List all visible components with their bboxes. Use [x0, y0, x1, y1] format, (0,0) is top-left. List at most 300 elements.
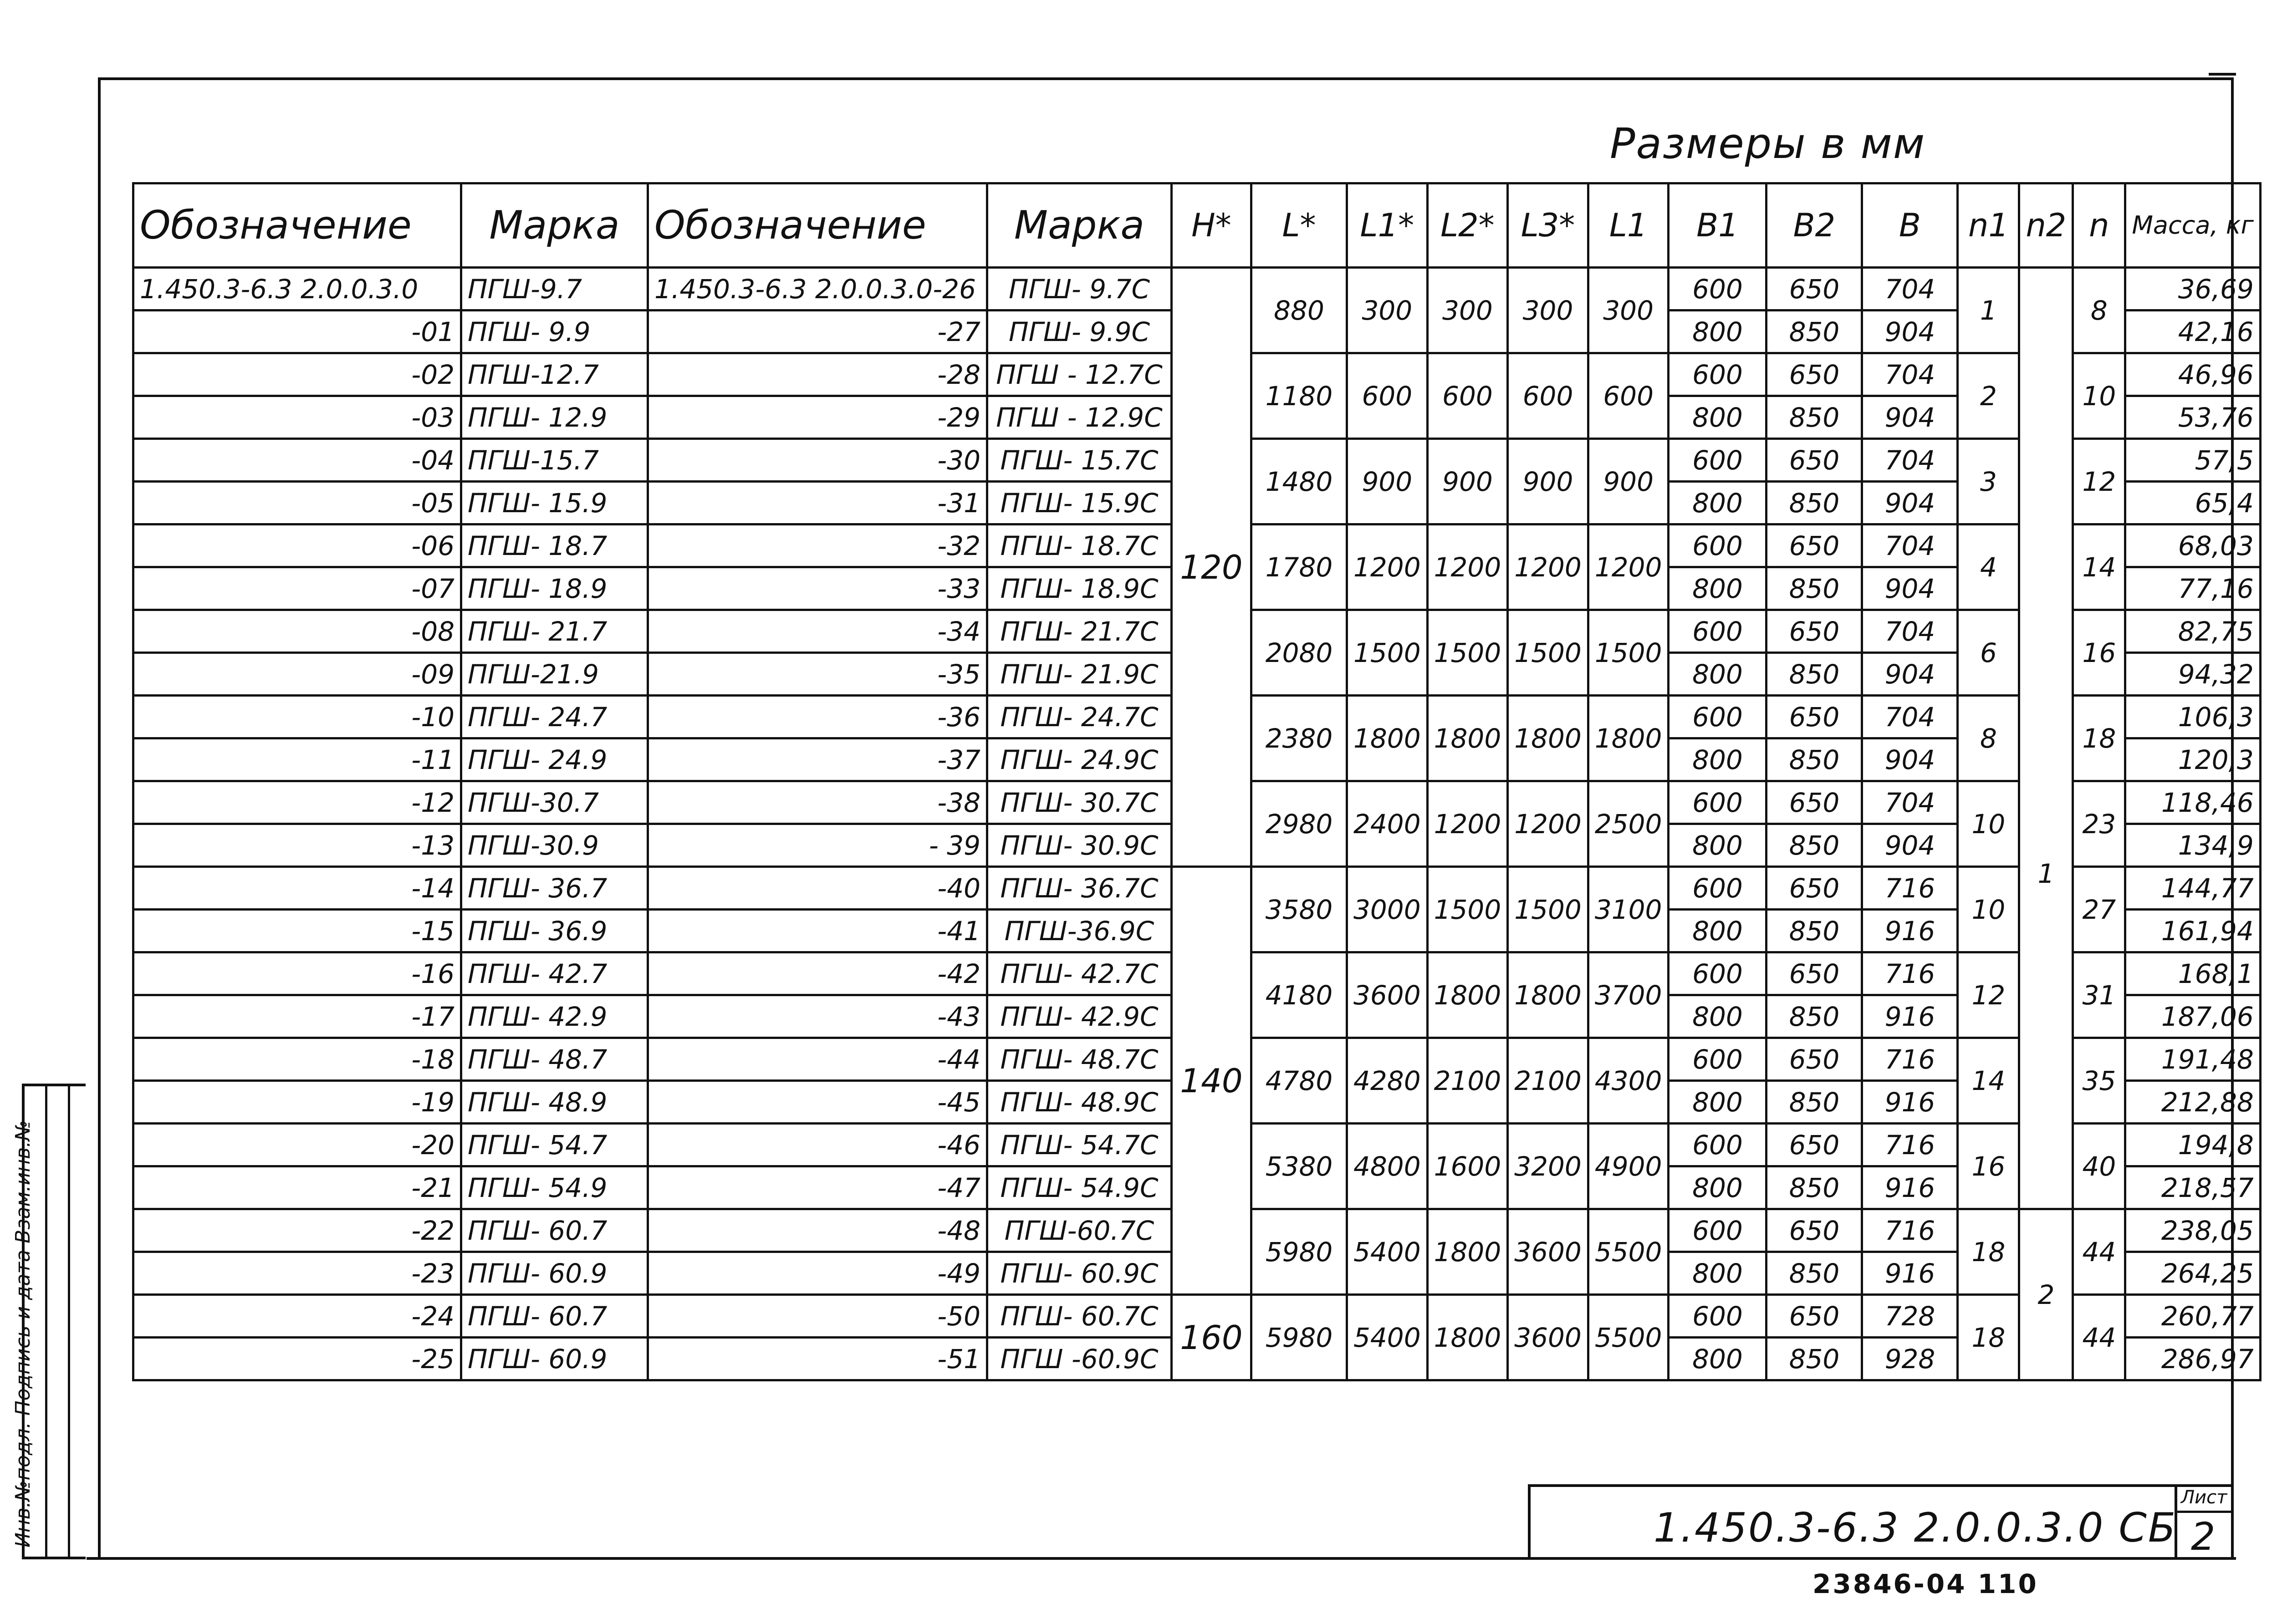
- length-cell-l1: 2500: [1588, 781, 1669, 867]
- length-cell-l3s: 1500: [1508, 610, 1588, 696]
- mass-cell: 94,32: [2125, 653, 2260, 696]
- header-n: n: [2073, 183, 2125, 268]
- mass-cell: 57,5: [2125, 439, 2260, 482]
- designation-cell: -35: [648, 653, 987, 696]
- header-n2: n2: [2019, 183, 2073, 268]
- n1-cell: 10: [1958, 867, 2019, 952]
- b-cell: 904: [1862, 653, 1958, 696]
- length-cell-l3s: 3200: [1508, 1124, 1588, 1209]
- n-cell: 16: [2073, 610, 2125, 696]
- b1-cell: 800: [1669, 653, 1766, 696]
- designation-cell: -38: [648, 781, 987, 824]
- mark-cell: ПГШ- 9.9: [461, 311, 648, 353]
- b2-cell: 650: [1766, 696, 1862, 738]
- n1-cell: 14: [1958, 1038, 2019, 1124]
- designation-cell: -31: [648, 482, 987, 524]
- table-header-row: [133, 183, 2261, 268]
- b1-cell: 600: [1669, 781, 1766, 824]
- length-cell-l1: 600: [1588, 353, 1669, 439]
- n1-cell: 1: [1958, 268, 2019, 353]
- b1-cell: 600: [1669, 1209, 1766, 1252]
- b2-cell: 650: [1766, 867, 1862, 910]
- mark-cell: ПГШ- 48.9С: [987, 1081, 1172, 1124]
- mark-cell: ПГШ- 54.9С: [987, 1166, 1172, 1209]
- b2-cell: 850: [1766, 1338, 1862, 1380]
- b-cell: 904: [1862, 482, 1958, 524]
- mark-cell: ПГШ- 12.9: [461, 396, 648, 439]
- n1-cell: 10: [1958, 781, 2019, 867]
- length-cell-l3s: 2100: [1508, 1038, 1588, 1124]
- length-cell-l: 1480: [1251, 439, 1347, 524]
- length-cell-l1s: 5400: [1347, 1209, 1428, 1295]
- mark-cell: ПГШ- 24.7С: [987, 696, 1172, 738]
- designation-cell: -34: [648, 610, 987, 653]
- designation-cell: -48: [648, 1209, 987, 1252]
- approval-side-strip: [11, 1084, 86, 1559]
- mark-cell: ПГШ-15.7: [461, 439, 648, 482]
- b2-cell: 850: [1766, 1166, 1862, 1209]
- length-cell-l3s: 1200: [1508, 524, 1588, 610]
- length-cell-l: 5980: [1251, 1295, 1347, 1380]
- b1-cell: 800: [1669, 995, 1766, 1038]
- length-cell-l2s: 1200: [1427, 781, 1508, 867]
- n2-cell: 2: [2019, 1209, 2073, 1380]
- n1-cell: 18: [1958, 1209, 2019, 1295]
- designation-cell: -47: [648, 1166, 987, 1209]
- mark-cell: ПГШ- 36.7: [461, 867, 648, 910]
- mass-cell: 168,1: [2125, 952, 2260, 995]
- b-cell: 704: [1862, 610, 1958, 653]
- length-cell-l: 3580: [1251, 867, 1347, 952]
- length-cell-l3s: 900: [1508, 439, 1588, 524]
- n-cell: 44: [2073, 1209, 2125, 1295]
- mark-cell: ПГШ- 60.9С: [987, 1252, 1172, 1295]
- mark-cell: ПГШ- 18.9С: [987, 567, 1172, 610]
- n-cell: 14: [2073, 524, 2125, 610]
- mark-cell: ПГШ- 15.7С: [987, 439, 1172, 482]
- length-cell-l1s: 3600: [1347, 952, 1428, 1038]
- mark-cell: ПГШ- 42.9С: [987, 995, 1172, 1038]
- length-cell-l2s: 2100: [1427, 1038, 1508, 1124]
- b2-cell: 650: [1766, 353, 1862, 396]
- length-cell-l3s: 1800: [1508, 952, 1588, 1038]
- b1-cell: 800: [1669, 396, 1766, 439]
- b-cell: 704: [1862, 268, 1958, 311]
- mark-cell: ПГШ- 42.7С: [987, 952, 1172, 995]
- n-cell: 8: [2073, 268, 2125, 353]
- length-cell-l: 1180: [1251, 353, 1347, 439]
- mass-cell: 238,05: [2125, 1209, 2260, 1252]
- b-cell: 916: [1862, 1252, 1958, 1295]
- mark-cell: ПГШ- 36.7С: [987, 867, 1172, 910]
- mark-cell: ПГШ- 54.7: [461, 1124, 648, 1166]
- length-cell-l2s: 1800: [1427, 1295, 1508, 1380]
- header-h: H*: [1172, 183, 1251, 268]
- mark-cell: ПГШ- 36.9: [461, 910, 648, 952]
- mark-cell: ПГШ- 60.9: [461, 1252, 648, 1295]
- designation-cell: -03: [133, 396, 461, 439]
- mark-cell: ПГШ- 18.7: [461, 524, 648, 567]
- mass-cell: 106,3: [2125, 696, 2260, 738]
- mass-cell: 260,77: [2125, 1295, 2260, 1338]
- length-cell-l1s: 900: [1347, 439, 1428, 524]
- designation-cell: -43: [648, 995, 987, 1038]
- designation-cell: -37: [648, 738, 987, 781]
- length-cell-l1s: 4280: [1347, 1038, 1428, 1124]
- document-code: 1.450.3-6.3 2.0.0.3.0 СБ: [1654, 1504, 2177, 1551]
- mark-cell: ПГШ-30.7: [461, 781, 648, 824]
- table-row: [133, 268, 2261, 311]
- b1-cell: 800: [1669, 1166, 1766, 1209]
- length-cell-l3s: 3600: [1508, 1295, 1588, 1380]
- b2-cell: 650: [1766, 1124, 1862, 1166]
- mass-cell: 212,88: [2125, 1081, 2260, 1124]
- b1-cell: 600: [1669, 1295, 1766, 1338]
- length-cell-l1: 4900: [1588, 1124, 1669, 1209]
- b2-cell: 650: [1766, 439, 1862, 482]
- mass-cell: 120,3: [2125, 738, 2260, 781]
- header-n1: n1: [1958, 183, 2019, 268]
- length-cell-l: 5980: [1251, 1209, 1347, 1295]
- designation-cell: -32: [648, 524, 987, 567]
- length-cell-l1s: 2400: [1347, 781, 1428, 867]
- mark-cell: ПГШ- 24.9С: [987, 738, 1172, 781]
- mass-cell: 194,8: [2125, 1124, 2260, 1166]
- mass-cell: 53,76: [2125, 396, 2260, 439]
- side-strip-divider: [45, 1086, 47, 1557]
- sheet-number: 2: [2191, 1514, 2216, 1559]
- frame-corner-tick: [2209, 73, 2236, 76]
- header-b1: B1: [1669, 183, 1766, 268]
- designation-cell: -09: [133, 653, 461, 696]
- table-body: [133, 268, 2261, 1380]
- b-cell: 916: [1862, 995, 1958, 1038]
- mark-cell: ПГШ- 54.7С: [987, 1124, 1172, 1166]
- length-cell-l2s: 1200: [1427, 524, 1508, 610]
- header-designation-2: Обозначение: [648, 183, 987, 268]
- designation-cell: -19: [133, 1081, 461, 1124]
- table-row: [133, 1295, 2261, 1338]
- designation-cell: -36: [648, 696, 987, 738]
- mark-cell: ПГШ-9.7: [461, 268, 648, 311]
- mark-cell: ПГШ- 60.9: [461, 1338, 648, 1380]
- mass-cell: 218,57: [2125, 1166, 2260, 1209]
- b2-cell: 850: [1766, 738, 1862, 781]
- mark-cell: ПГШ- 42.7: [461, 952, 648, 995]
- designation-cell: -08: [133, 610, 461, 653]
- b2-cell: 650: [1766, 781, 1862, 824]
- mark-cell: ПГШ- 48.7: [461, 1038, 648, 1081]
- length-cell-l1: 5500: [1588, 1295, 1669, 1380]
- mass-cell: 46,96: [2125, 353, 2260, 396]
- b1-cell: 800: [1669, 1081, 1766, 1124]
- b-cell: 916: [1862, 1081, 1958, 1124]
- b2-cell: 850: [1766, 1081, 1862, 1124]
- length-cell-l1: 1500: [1588, 610, 1669, 696]
- title-block: [1528, 1484, 2234, 1559]
- length-cell-l1s: 1800: [1347, 696, 1428, 781]
- mass-cell: 68,03: [2125, 524, 2260, 567]
- b2-cell: 650: [1766, 1038, 1862, 1081]
- length-cell-l: 4780: [1251, 1038, 1347, 1124]
- designation-cell: -14: [133, 867, 461, 910]
- header-l3-star: L3*: [1508, 183, 1588, 268]
- header-l: L*: [1251, 183, 1347, 268]
- mark-cell: ПГШ- 60.7С: [987, 1295, 1172, 1338]
- mass-cell: 42,16: [2125, 311, 2260, 353]
- mass-cell: 144,77: [2125, 867, 2260, 910]
- n-cell: 10: [2073, 353, 2125, 439]
- length-cell-l3s: 1500: [1508, 867, 1588, 952]
- length-cell-l1: 1200: [1588, 524, 1669, 610]
- length-cell-l1: 4300: [1588, 1038, 1669, 1124]
- length-cell-l3s: 300: [1508, 268, 1588, 353]
- b-cell: 704: [1862, 439, 1958, 482]
- n-cell: 12: [2073, 439, 2125, 524]
- mark-cell: ПГШ-21.9: [461, 653, 648, 696]
- n1-cell: 18: [1958, 1295, 2019, 1380]
- b-cell: 704: [1862, 696, 1958, 738]
- mark-cell: ПГШ- 18.9: [461, 567, 648, 610]
- length-cell-l1s: 600: [1347, 353, 1428, 439]
- mark-cell: ПГШ- 24.7: [461, 696, 648, 738]
- b1-cell: 800: [1669, 1252, 1766, 1295]
- b1-cell: 600: [1669, 439, 1766, 482]
- length-cell-l1: 3700: [1588, 952, 1669, 1038]
- n-cell: 31: [2073, 952, 2125, 1038]
- b1-cell: 600: [1669, 610, 1766, 653]
- designation-cell: -25: [133, 1338, 461, 1380]
- designation-cell: -17: [133, 995, 461, 1038]
- b1-cell: 600: [1669, 268, 1766, 311]
- length-cell-l2s: 1500: [1427, 610, 1508, 696]
- designation-cell: -15: [133, 910, 461, 952]
- mark-cell: ПГШ-12.7: [461, 353, 648, 396]
- height-cell: 160: [1172, 1295, 1251, 1380]
- mark-cell: ПГШ -60.9С: [987, 1338, 1172, 1380]
- b1-cell: 600: [1669, 353, 1766, 396]
- designation-cell: -41: [648, 910, 987, 952]
- b1-cell: 800: [1669, 824, 1766, 867]
- side-strip-divider: [68, 1086, 70, 1557]
- b-cell: 904: [1862, 311, 1958, 353]
- mass-cell: 286,97: [2125, 1338, 2260, 1380]
- length-cell-l2s: 600: [1427, 353, 1508, 439]
- designation-cell: -28: [648, 353, 987, 396]
- header-mass: Масса, кг: [2125, 183, 2260, 268]
- b-cell: 916: [1862, 1166, 1958, 1209]
- b-cell: 704: [1862, 353, 1958, 396]
- height-cell: 140: [1172, 867, 1251, 1295]
- mark-cell: ПГШ- 30.7С: [987, 781, 1172, 824]
- n-cell: 18: [2073, 696, 2125, 781]
- mass-cell: 134,9: [2125, 824, 2260, 867]
- n1-cell: 16: [1958, 1124, 2019, 1209]
- mark-cell: ПГШ- 18.7С: [987, 524, 1172, 567]
- mark-cell: ПГШ-36.9С: [987, 910, 1172, 952]
- length-cell-l1: 1800: [1588, 696, 1669, 781]
- header-l1: L1: [1588, 183, 1669, 268]
- header-l2-star: L2*: [1427, 183, 1508, 268]
- designation-cell: -05: [133, 482, 461, 524]
- n1-cell: 6: [1958, 610, 2019, 696]
- length-cell-l: 1780: [1251, 524, 1347, 610]
- b1-cell: 800: [1669, 910, 1766, 952]
- b-cell: 716: [1862, 952, 1958, 995]
- n1-cell: 4: [1958, 524, 2019, 610]
- length-cell-l: 5380: [1251, 1124, 1347, 1209]
- length-cell-l: 2380: [1251, 696, 1347, 781]
- n1-cell: 12: [1958, 952, 2019, 1038]
- designation-cell: -04: [133, 439, 461, 482]
- header-mark-2: Марка: [987, 183, 1172, 268]
- b-cell: 904: [1862, 567, 1958, 610]
- b2-cell: 850: [1766, 653, 1862, 696]
- mass-cell: 82,75: [2125, 610, 2260, 653]
- mass-cell: 65,4: [2125, 482, 2260, 524]
- mass-cell: 77,16: [2125, 567, 2260, 610]
- mass-cell: 187,06: [2125, 995, 2260, 1038]
- b1-cell: 600: [1669, 952, 1766, 995]
- designation-cell: -22: [133, 1209, 461, 1252]
- length-cell-l1s: 300: [1347, 268, 1428, 353]
- length-cell-l2s: 1800: [1427, 1209, 1508, 1295]
- mark-cell: ПГШ- 48.9: [461, 1081, 648, 1124]
- length-cell-l1s: 5400: [1347, 1295, 1428, 1380]
- b2-cell: 650: [1766, 1295, 1862, 1338]
- length-cell-l: 2980: [1251, 781, 1347, 867]
- mark-cell: ПГШ- 15.9: [461, 482, 648, 524]
- designation-cell: 1.450.3-6.3 2.0.0.3.0: [133, 268, 461, 311]
- header-designation-1: Обозначение: [133, 183, 461, 268]
- mark-cell: ПГШ- 54.9: [461, 1166, 648, 1209]
- designation-cell: -40: [648, 867, 987, 910]
- designation-cell: -49: [648, 1252, 987, 1295]
- mark-cell: ПГШ- 42.9: [461, 995, 648, 1038]
- b-cell: 716: [1862, 1038, 1958, 1081]
- length-cell-l1s: 3000: [1347, 867, 1428, 952]
- b2-cell: 850: [1766, 482, 1862, 524]
- b2-cell: 650: [1766, 952, 1862, 995]
- length-cell-l2s: 1800: [1427, 952, 1508, 1038]
- b-cell: 728: [1862, 1295, 1958, 1338]
- b1-cell: 800: [1669, 482, 1766, 524]
- designation-cell: -18: [133, 1038, 461, 1081]
- b-cell: 904: [1862, 738, 1958, 781]
- length-cell-l1: 300: [1588, 268, 1669, 353]
- mark-cell: ПГШ- 9.7С: [987, 268, 1172, 311]
- length-cell-l3s: 600: [1508, 353, 1588, 439]
- b2-cell: 850: [1766, 1252, 1862, 1295]
- mark-cell: ПГШ - 12.7С: [987, 353, 1172, 396]
- mass-cell: 118,46: [2125, 781, 2260, 824]
- designation-cell: -24: [133, 1295, 461, 1338]
- designation-cell: -07: [133, 567, 461, 610]
- b-cell: 928: [1862, 1338, 1958, 1380]
- mark-cell: ПГШ- 60.7: [461, 1209, 648, 1252]
- mark-cell: ПГШ- 48.7С: [987, 1038, 1172, 1081]
- designation-cell: 1.450.3-6.3 2.0.0.3.0-26: [648, 268, 987, 311]
- mark-cell: ПГШ- 15.9С: [987, 482, 1172, 524]
- mass-cell: 36,69: [2125, 268, 2260, 311]
- designation-cell: -42: [648, 952, 987, 995]
- n-cell: 23: [2073, 781, 2125, 867]
- b1-cell: 600: [1669, 1038, 1766, 1081]
- designation-cell: -46: [648, 1124, 987, 1166]
- sheet-divider: [2177, 1511, 2234, 1513]
- side-strip-label: Инв.№подл. Подпись и дата Взам.инв.№: [11, 1120, 35, 1548]
- footer-number: 23846-04 110: [1812, 1568, 2038, 1599]
- mass-cell: 161,94: [2125, 910, 2260, 952]
- designation-cell: - 39: [648, 824, 987, 867]
- length-cell-l: 2080: [1251, 610, 1347, 696]
- designation-cell: -10: [133, 696, 461, 738]
- designation-cell: -12: [133, 781, 461, 824]
- mark-cell: ПГШ - 12.9С: [987, 396, 1172, 439]
- b2-cell: 850: [1766, 824, 1862, 867]
- b2-cell: 650: [1766, 1209, 1862, 1252]
- b1-cell: 800: [1669, 738, 1766, 781]
- designation-cell: -44: [648, 1038, 987, 1081]
- length-cell-l: 880: [1251, 268, 1347, 353]
- designation-cell: -27: [648, 311, 987, 353]
- b2-cell: 650: [1766, 610, 1862, 653]
- designation-cell: -20: [133, 1124, 461, 1166]
- b-cell: 716: [1862, 1209, 1958, 1252]
- designation-cell: -33: [648, 567, 987, 610]
- b-cell: 716: [1862, 1124, 1958, 1166]
- n-cell: 27: [2073, 867, 2125, 952]
- n-cell: 35: [2073, 1038, 2125, 1124]
- designation-cell: -02: [133, 353, 461, 396]
- b1-cell: 800: [1669, 311, 1766, 353]
- b1-cell: 800: [1669, 567, 1766, 610]
- length-cell-l1s: 1200: [1347, 524, 1428, 610]
- n-cell: 40: [2073, 1124, 2125, 1209]
- designation-cell: -01: [133, 311, 461, 353]
- designation-cell: -29: [648, 396, 987, 439]
- sheet-label: Лист: [2181, 1487, 2227, 1508]
- mark-cell: ПГШ- 60.7: [461, 1295, 648, 1338]
- b1-cell: 600: [1669, 867, 1766, 910]
- mark-cell: ПГШ-30.9: [461, 824, 648, 867]
- b-cell: 904: [1862, 824, 1958, 867]
- specification-table: [132, 182, 2262, 1381]
- length-cell-l: 4180: [1251, 952, 1347, 1038]
- height-cell: 120: [1172, 268, 1251, 867]
- designation-cell: -23: [133, 1252, 461, 1295]
- b2-cell: 850: [1766, 311, 1862, 353]
- b-cell: 704: [1862, 781, 1958, 824]
- b2-cell: 850: [1766, 396, 1862, 439]
- length-cell-l1s: 1500: [1347, 610, 1428, 696]
- mass-cell: 191,48: [2125, 1038, 2260, 1081]
- designation-cell: -45: [648, 1081, 987, 1124]
- b-cell: 904: [1862, 396, 1958, 439]
- n1-cell: 8: [1958, 696, 2019, 781]
- designation-cell: -13: [133, 824, 461, 867]
- header-b: B: [1862, 183, 1958, 268]
- mark-cell: ПГШ- 9.9С: [987, 311, 1172, 353]
- n2-cell: 1: [2019, 268, 2073, 1209]
- length-cell-l3s: 1200: [1508, 781, 1588, 867]
- mark-cell: ПГШ- 21.7С: [987, 610, 1172, 653]
- b2-cell: 650: [1766, 268, 1862, 311]
- designation-cell: -50: [648, 1295, 987, 1338]
- designation-cell: -30: [648, 439, 987, 482]
- mark-cell: ПГШ- 21.9С: [987, 653, 1172, 696]
- b-cell: 716: [1862, 867, 1958, 910]
